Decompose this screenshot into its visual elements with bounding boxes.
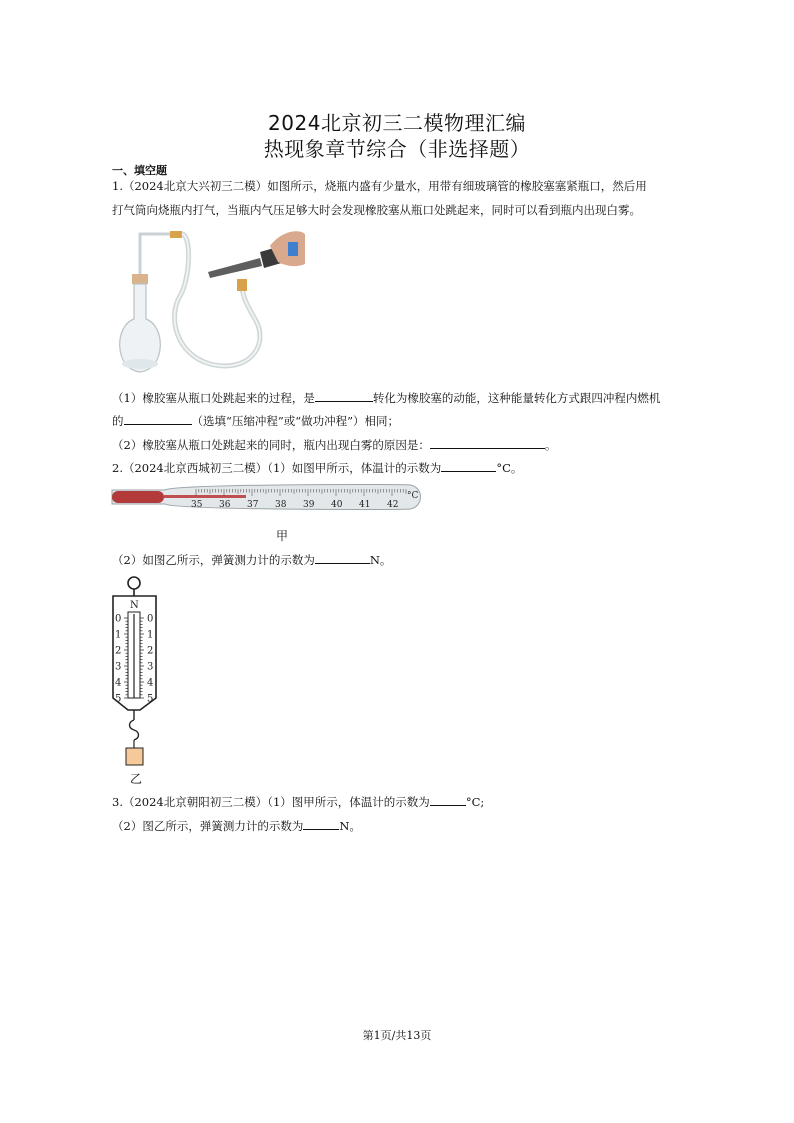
scale-number-right: 2: [147, 645, 154, 657]
scale-unit: N: [130, 600, 139, 611]
q3-stem-line: [112, 793, 484, 810]
q2-stem-text-a: 2.（2024北京西城初三二模）（1）如图甲所示，体温计的示数为: [112, 461, 442, 475]
water: [122, 359, 158, 369]
figure-label-yi: 乙: [130, 772, 143, 786]
scale-number-right: 5: [147, 693, 154, 705]
thermometer-tick-label: 36: [219, 500, 231, 510]
scale-number-left: 0: [115, 613, 122, 625]
thermometer-unit: °C: [407, 491, 419, 501]
answer-blank[interactable]: [430, 793, 466, 806]
q3-part2-text-a: （2）图乙所示，弹簧测力计的示数为: [112, 819, 304, 833]
q1-part1-line2: [112, 412, 399, 429]
q3-stem-text-b: °C;: [465, 795, 485, 809]
q1-part1-text-b: 转化为橡胶塞的动能，这种能量转化方式跟四冲程内燃机: [372, 391, 661, 405]
spring-scale-figure: [108, 574, 164, 770]
scale-number-right: 4: [147, 677, 154, 689]
rubber-stopper: [132, 274, 148, 284]
hanging-weight: [126, 748, 143, 765]
answer-blank[interactable]: [315, 551, 370, 564]
scale-number-left: 1: [115, 629, 122, 641]
figure-label-jia: 甲: [276, 529, 289, 543]
q2-part2-line: [112, 551, 391, 568]
section-heading: 一、填空题: [112, 164, 167, 177]
flask-pump-figure: [110, 224, 305, 379]
q2-part2-text-a: （2）如图乙所示，弹簧测力计的示数为: [112, 553, 315, 567]
q1-part2-line: [112, 436, 556, 453]
q1-part1-line: [112, 389, 660, 406]
q3-stem-text-a: 3.（2024北京朝阳初三二模）（1）图甲所示，体温计的示数为: [112, 795, 430, 809]
thermometer-tick-label: 38: [275, 500, 287, 510]
thermometer-tick-label: 35: [191, 500, 203, 510]
scale-ring: [128, 577, 140, 589]
scale-number-right: 3: [147, 661, 154, 673]
q1-part1-text-a: （1）橡胶塞从瓶口处跳起来的过程，是: [112, 391, 315, 405]
thermometer-tick-label: 37: [247, 500, 259, 510]
scale-number-right: 1: [147, 629, 154, 641]
answer-blank[interactable]: [124, 412, 192, 425]
thermometer-bulb: [112, 491, 164, 503]
thermometer-tick-label: 40: [331, 500, 343, 510]
q1-part2-text-b: 。: [544, 438, 557, 452]
scale-number-left: 2: [115, 645, 122, 657]
q2-stem-text-b: °C。: [496, 461, 523, 475]
q2-stem-line: [112, 459, 522, 476]
thermometer-tick-label: 41: [359, 500, 371, 510]
scale-hook: [130, 720, 139, 740]
q1-stem-line2: 打气筒向烧瓶内打气，当瓶内气压足够大时会发现橡胶塞从瓶口处跳起来，同时可以看到瓶内出现白雾。: [112, 203, 641, 217]
answer-blank[interactable]: [441, 459, 496, 472]
q3-part2-text-b: N。: [339, 819, 361, 833]
pump-button: [288, 242, 298, 256]
q3-part2-line: [112, 817, 361, 834]
scale-number-right: 0: [147, 613, 154, 625]
q2-part2-text-b: N。: [369, 553, 392, 567]
answer-blank[interactable]: [430, 436, 545, 449]
thermometer-tick-label: 39: [303, 500, 315, 510]
q1-part1-text-c: 的: [112, 414, 124, 428]
thermometer-tick-label: 42: [387, 500, 399, 510]
thermometer-figure: [110, 481, 426, 515]
mercury-column: [164, 495, 246, 498]
answer-blank[interactable]: [315, 389, 373, 402]
page-footer: 第1页/共13页: [362, 1029, 432, 1042]
tube-connector: [170, 231, 182, 238]
page-subtitle: 热现象章节综合（非选择题）: [263, 137, 531, 161]
q1-part1-text-d: （选填“压缩冲程”或“做功冲程”）相同；: [191, 414, 400, 428]
answer-blank[interactable]: [303, 817, 339, 830]
scale-number-left: 3: [115, 661, 122, 673]
pump-connector: [237, 279, 247, 291]
q1-part2-text-a: （2）橡胶塞从瓶口处跳起来的同时，瓶内出现白雾的原因是：: [112, 438, 430, 452]
page-title: 2024北京初三二模物理汇编: [268, 111, 526, 135]
scale-number-left: 5: [115, 693, 122, 705]
q1-stem-line1: 1.（2024北京大兴初三二模）如图所示，烧瓶内盛有少量水，用带有细玻璃管的橡胶塞塞紧瓶口，然后用: [112, 179, 647, 193]
scale-number-left: 4: [115, 677, 122, 689]
